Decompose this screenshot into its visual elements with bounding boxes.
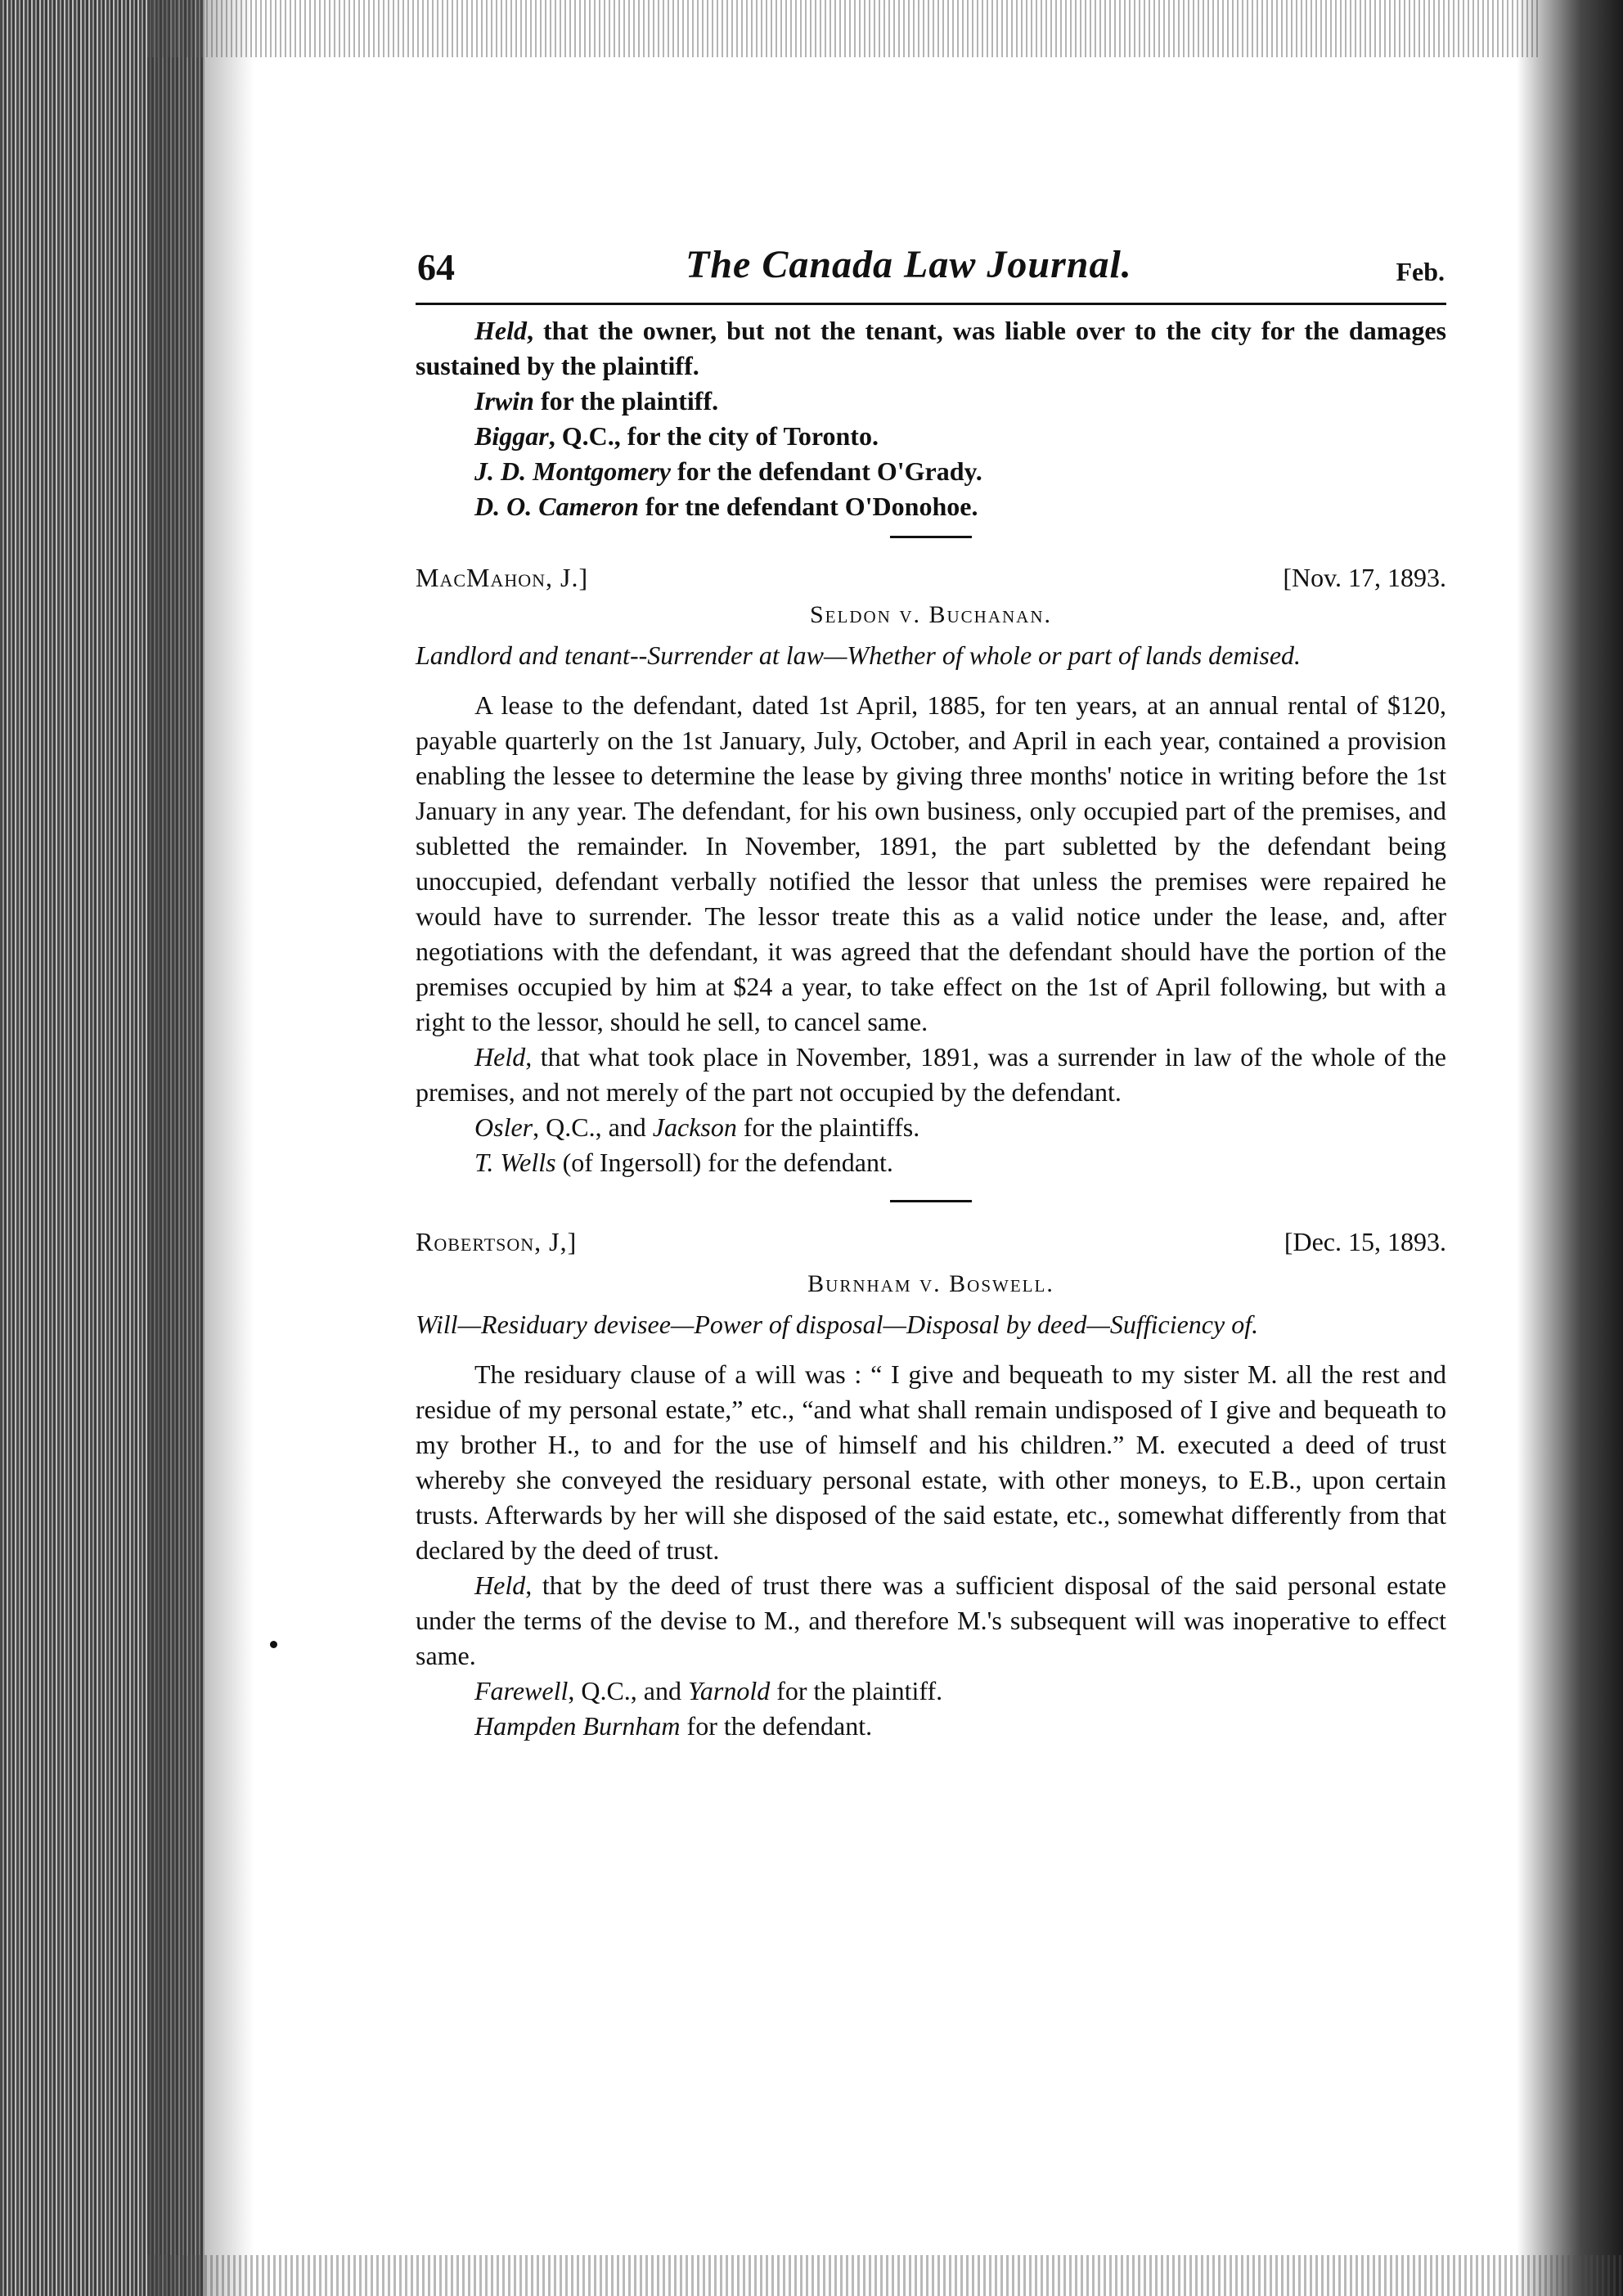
counsel-line: Biggar, Q.C., for the city of Toronto. bbox=[474, 421, 879, 451]
held-label: Held bbox=[474, 316, 527, 345]
section-divider bbox=[890, 536, 972, 538]
counsel-line: T. Wells (of Ingersoll) for the defendant. bbox=[474, 1148, 893, 1177]
scan-right-edge bbox=[1517, 0, 1623, 2296]
decision-date: [Dec. 15, 1893. bbox=[1284, 1227, 1446, 1256]
held-text: , that by the deed of trust there was a sufficient disposal of the said personal estate under the terms of the devise to M., and therefore M.'s subsequent will was inoperative to effect same. bbox=[416, 1570, 1446, 1670]
held-text: , that what took place in November, 1891, was a surrender in law of the whole of the premises, and not merely of the part not occupied by the defendant. bbox=[416, 1042, 1446, 1107]
section-divider bbox=[890, 1200, 972, 1202]
case-headnote: Will—Residuary devisee—Power of disposal—Disposal by deed—Sufficiency of. bbox=[416, 1310, 1259, 1339]
case-title: Burnham v. Boswell. bbox=[807, 1270, 1054, 1297]
case-title: Seldon v. Buchanan. bbox=[809, 601, 1052, 628]
judge-line bbox=[416, 1222, 1446, 1261]
previous-case-tail bbox=[416, 313, 1446, 524]
decision-date: [Nov. 17, 1893. bbox=[1283, 563, 1446, 592]
page-number: 64 bbox=[417, 246, 455, 288]
scan-bottom-edge bbox=[147, 2255, 1623, 2296]
judge-name: MacMahon, J.] bbox=[416, 563, 589, 592]
held-label: Held bbox=[474, 1570, 526, 1600]
case-burnham-v-boswell bbox=[416, 1222, 1446, 1744]
counsel-line: J. D. Montgomery for the defendant O'Grady. bbox=[474, 456, 982, 486]
counsel-line: Farewell, Q.C., and Yarnold for the plaintiff. bbox=[474, 1676, 943, 1705]
case-headnote: Landlord and tenant--Surrender at law—Whether of whole or part of lands demised. bbox=[416, 640, 1302, 670]
counsel-line: Osler, Q.C., and Jackson for the plaintiffs. bbox=[474, 1112, 920, 1142]
held-paragraph bbox=[416, 1568, 1446, 1674]
held-label: Held bbox=[474, 1042, 526, 1072]
counsel-line: Hampden Burnham for the defendant. bbox=[474, 1711, 873, 1741]
held-paragraph bbox=[416, 313, 1446, 384]
case-facts: The residuary clause of a will was : “ I give and bequeath to my sister M. all the rest and residue of my personal estate,” etc., “and what shall remain undisposed of I give and bequeath to my brother H., to and for the use of himself and his children.” M. executed a deed of trust whereby she conveyed the residuary personal estate, with other moneys, to E.B., upon certain trusts. Afterwards by her will she disposed of the said estate, etc., somewhat differently from that declared by the deed of trust. bbox=[416, 1359, 1446, 1565]
scan-top-edge bbox=[147, 0, 1538, 57]
case-seldon-v-buchanan bbox=[416, 558, 1446, 1180]
header-month: Feb. bbox=[1396, 257, 1445, 286]
counsel-line: Irwin for the plaintiff. bbox=[474, 386, 719, 416]
judge-line bbox=[416, 558, 1446, 597]
counsel-line: D. O. Cameron for tne defendant O'Donohoe. bbox=[474, 492, 978, 521]
held-paragraph bbox=[416, 1040, 1446, 1110]
held-text: , that the owner, but not the tenant, was liable over to the city for the damages sustained by the plaintiff. bbox=[416, 316, 1446, 380]
running-header bbox=[416, 237, 1446, 305]
journal-title: The Canada Law Journal. bbox=[686, 243, 1132, 286]
stray-ink-dot bbox=[270, 1641, 277, 1648]
case-facts: A lease to the defendant, dated 1st April, 1885, for ten years, at an annual rental of $120, payable quarterly on the 1st January, July, October, and April in each year, contained a provision enabling the lessee to determine the lease by giving three months' notice in writing before the 1st January in any year. The defendant, for his own business, only occupied part of the premises, and subletted the remainder. In November, 1891, the part subletted by the defendant being unoccupied, defendant verbally notified the lessor that unless the premises were repaired he would have to surrender. The lessor treate this as a valid notice under the lease, and, after negotiations with the defendant, it was agreed that the defendant should have the portion of the premises occupied by him at $24 a year, to take effect on the 1st of April following, but with a right to the lessor, should he sell, to cancel same. bbox=[416, 690, 1446, 1036]
journal-page bbox=[416, 237, 1446, 1744]
scan-gutter-shadow bbox=[147, 0, 254, 2296]
judge-name: Robertson, J,] bbox=[416, 1227, 578, 1256]
